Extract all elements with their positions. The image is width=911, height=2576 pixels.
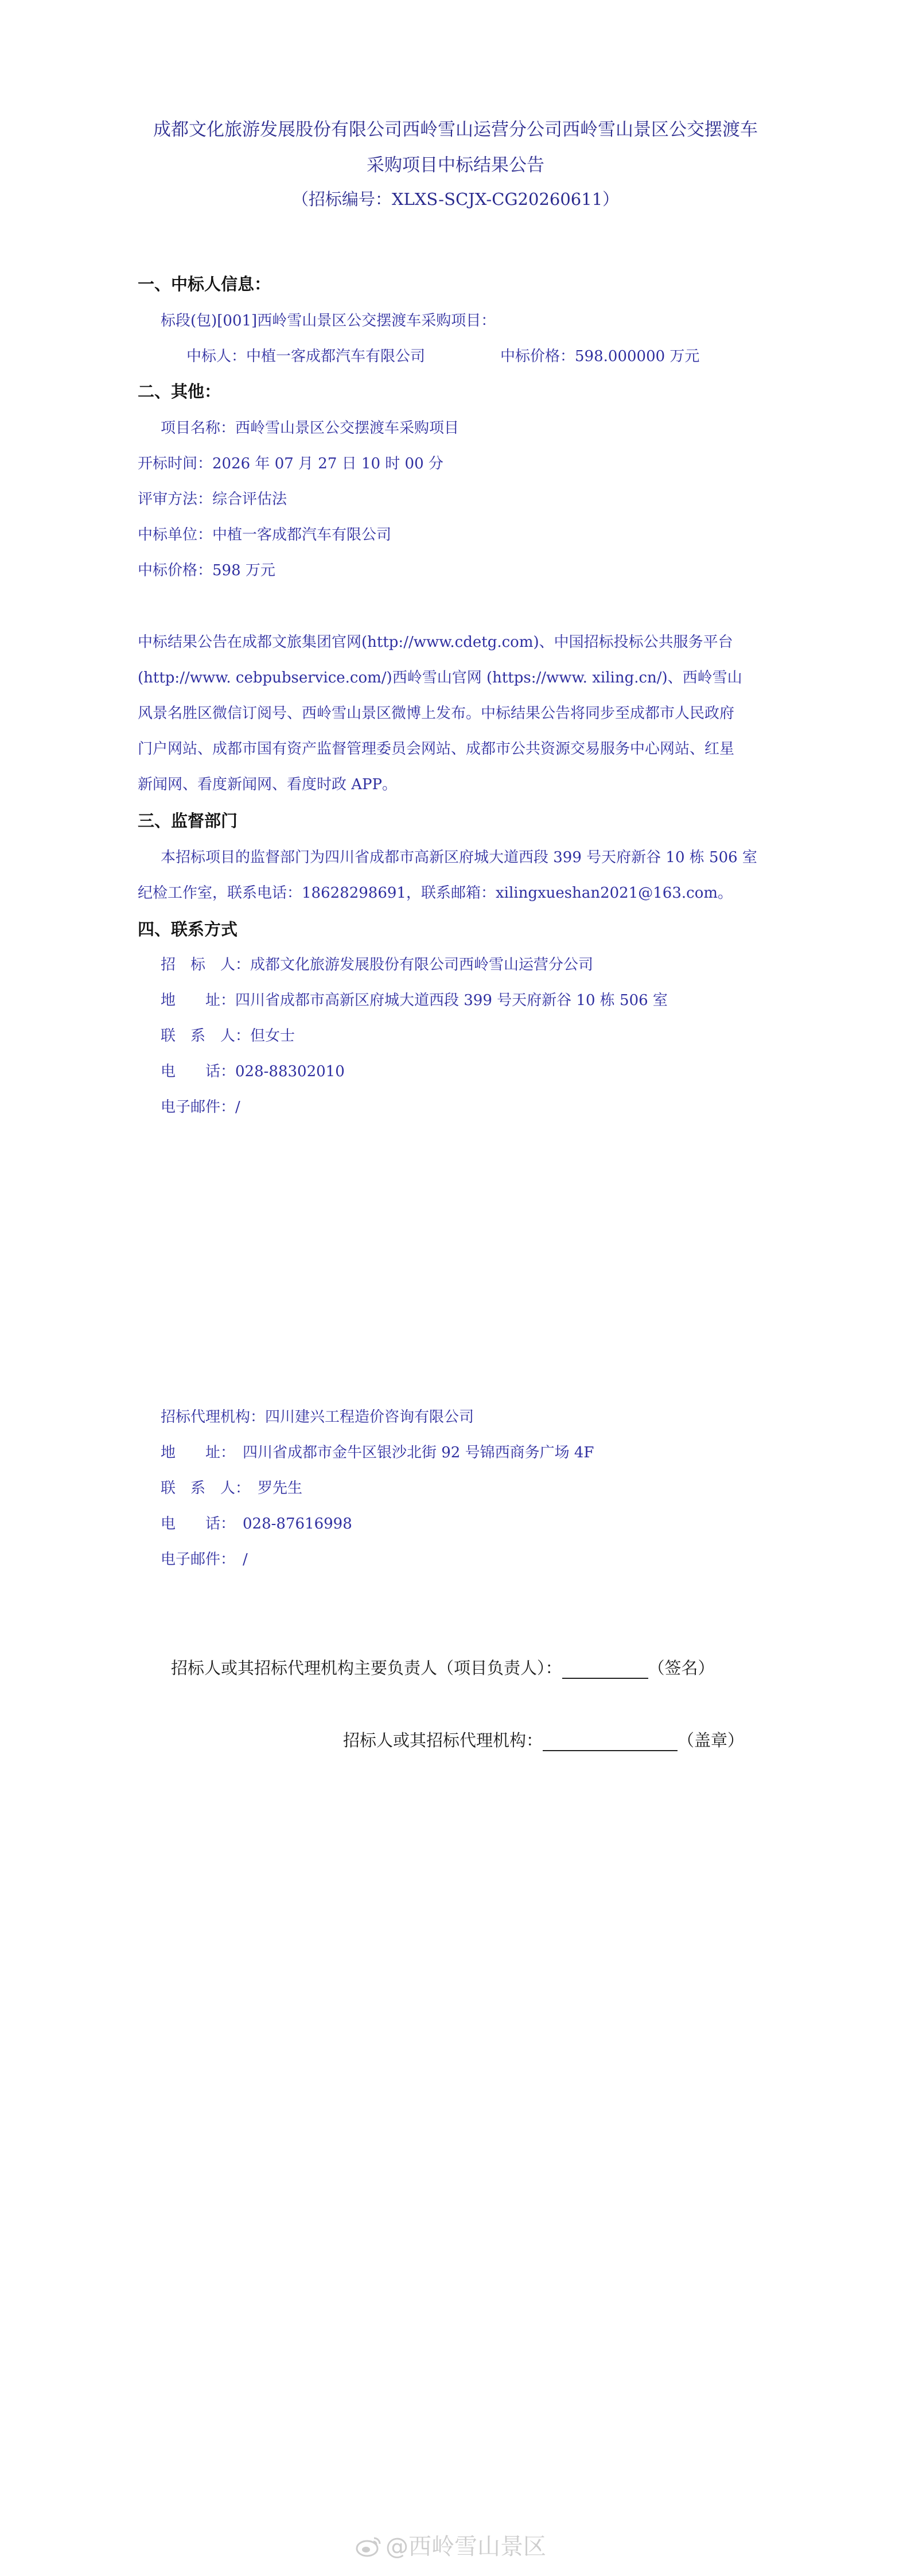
section3-heading: 三、监督部门 [138, 811, 238, 831]
signature-line [171, 1655, 715, 1679]
tenderer-phone: 电 话：028-88302010 [161, 1063, 345, 1080]
agency-contact: 联 系 人： 罗先生 [161, 1480, 303, 1497]
signature-label: 招标人或其招标代理机构主要负责人（项目负责人）： [171, 1658, 562, 1678]
agency-phone: 电 话： 028-87616998 [161, 1515, 352, 1533]
agency: 招标代理机构：四川建兴工程造价咨询有限公司 [161, 1409, 474, 1426]
weibo-watermark [356, 2528, 546, 2561]
document-title-line1: 成都文化旅游发展股份有限公司西岭雪山运营分公司西岭雪山景区公交摆渡车 [153, 119, 758, 140]
publish-line-3: 风景名胜区微信订阅号、西岭雪山景区微博上发布。中标结果公告将同步至成都市人民政府 [138, 705, 735, 722]
supervision-line-1: 本招标项目的监督部门为四川省成都市高新区府城大道西段 399 号天府新谷 10 栋 506 室 [161, 849, 757, 866]
winner-label: 中标人： [186, 348, 247, 365]
agency-email: 电子邮件： / [161, 1551, 248, 1568]
price-line [500, 344, 699, 366]
project-name: 项目名称：西岭雪山景区公交摆渡车采购项目 [161, 420, 460, 437]
watermark-text: @西岭雪山景区 [386, 2534, 546, 2560]
publish-line-4: 门户网站、成都市国有资产监督管理委员会网站、成都市公共资源交易服务中心网站、红星 [138, 740, 735, 758]
price-label: 中标价格： [500, 348, 575, 365]
seal-suffix: （盖章） [678, 1731, 745, 1750]
seal-line [343, 1728, 744, 1751]
publish-line-2: (http://www. cebpubservice.com/)西岭雪山官网 (https://www. xiling.cn/)、西岭雪山 [138, 669, 742, 686]
agency-address: 地 址： 四川省成都市金牛区银沙北街 92 号锦西商务广场 4F [161, 1444, 594, 1461]
supervision-line-2: 纪检工作室，联系电话：18628298691，联系邮箱：xilingxueshan2021@163.com。 [138, 884, 733, 902]
tender-number: （招标编号：XLXS-SCJX-CG20260611） [291, 189, 620, 209]
document-title-line2: 采购项目中标结果公告 [367, 155, 544, 176]
price-value: 598.000000 万元 [575, 348, 700, 365]
tenderer-contact: 联 系 人：但女士 [161, 1027, 295, 1045]
winning-unit: 中标单位：中植一客成都汽车有限公司 [138, 526, 392, 544]
tenderer-email: 电子邮件：/ [161, 1099, 240, 1116]
signature-blank [562, 1658, 648, 1679]
section2-heading: 二、其他： [138, 382, 221, 401]
section1-heading: 一、中标人信息： [138, 274, 271, 294]
section4-heading: 四、联系方式 [138, 920, 238, 939]
tenderer-address: 地 址：四川省成都市高新区府城大道西段 399 号天府新谷 10 栋 506 室 [161, 992, 668, 1009]
weibo-icon [356, 2535, 382, 2558]
review-method: 评审方法：综合评估法 [138, 491, 287, 508]
winner-line [186, 344, 425, 366]
publish-line-5: 新闻网、看度新闻网、看度时政 APP。 [138, 776, 398, 793]
seal-blank [543, 1731, 678, 1751]
seal-label: 招标人或其招标代理机构： [343, 1731, 543, 1750]
lot-title: 标段(包)[001]西岭雪山景区公交摆渡车采购项目： [161, 312, 496, 329]
open-time: 开标时间：2026 年 07 月 27 日 10 时 00 分 [138, 455, 443, 472]
winning-price: 中标价格：598 万元 [138, 562, 275, 579]
publish-line-1: 中标结果公告在成都文旅集团官网(http://www.cdetg.com)、中国招标投标公共服务平台 [138, 634, 733, 651]
signature-suffix: （签名） [648, 1658, 715, 1678]
tenderer: 招 标 人：成都文化旅游发展股份有限公司西岭雪山运营分公司 [161, 956, 594, 973]
winner-name: 中植一客成都汽车有限公司 [246, 348, 426, 365]
